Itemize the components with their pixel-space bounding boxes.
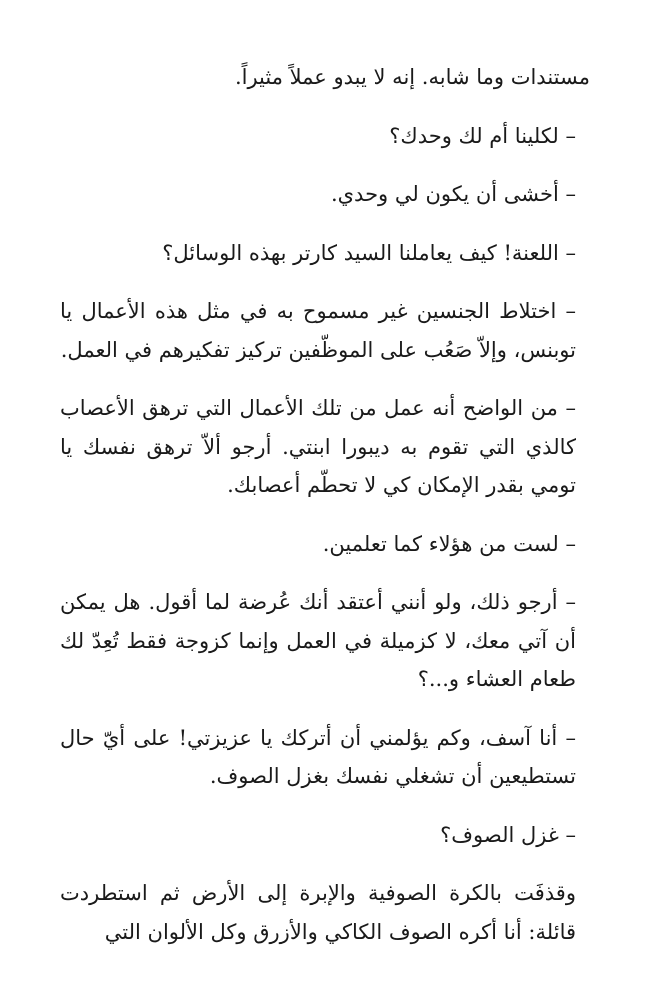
paragraph-continuation: مستندات وما شابه. إنه لا يبدو عملاً مثيراً. [234,65,590,89]
book-page [60,58,590,951]
dialogue-line: – اللعنة! كيف يعاملنا السيد كارتر بهذه الوسائل؟ [162,240,576,265]
dialogue-line: – لكلينا أم لك وحدك؟ [389,123,576,148]
dialogue-line: – أرجو ذلك، ولو أنني أعتقد أنك عُرضة لما أقول. هل يمكن أن آتي معك، لا كزميلة في العمل وإنما كزوجة فقط تُعِدّ لك طعام العشاء و...؟ [60,590,576,691]
dialogue-line: – من الواضح أنه عمل من تلك الأعمال التي ترهق الأعصاب كالذي التي تقوم به ديبورا ابنتي. أرجو ألاّ ترهق نفسك يا تومي بقدر الإمكان كي لا تحطّم أعصابك. [60,396,576,497]
dialogue-line: – أخشى أن يكون لي وحدي. [330,182,576,206]
dialogue-line: – اختلاط الجنسين غير مسموح به في مثل هذه الأعمال يا توبنس، وإلاّ صَعُب على الموظّفين تركيز تفكيرهم في العمل. [60,299,576,362]
dialogue-line: – لست من هؤلاء كما تعلمين. [322,531,576,556]
narration-paragraph: وقذفَت بالكرة الصوفية والإبرة إلى الأرض ثم استطردت قائلة: أنا أكره الصوف الكاكي والأزرق وكل الألوان التي [60,881,576,944]
dialogue-line: – أنا آسف، وكم يؤلمني أن أتركك يا عزيزتي! على أيّ حال تستطيعين أن تشغلي نفسك بغزل الصوف. [60,725,576,788]
dialogue-line: – غزل الصوف؟ [440,822,576,847]
